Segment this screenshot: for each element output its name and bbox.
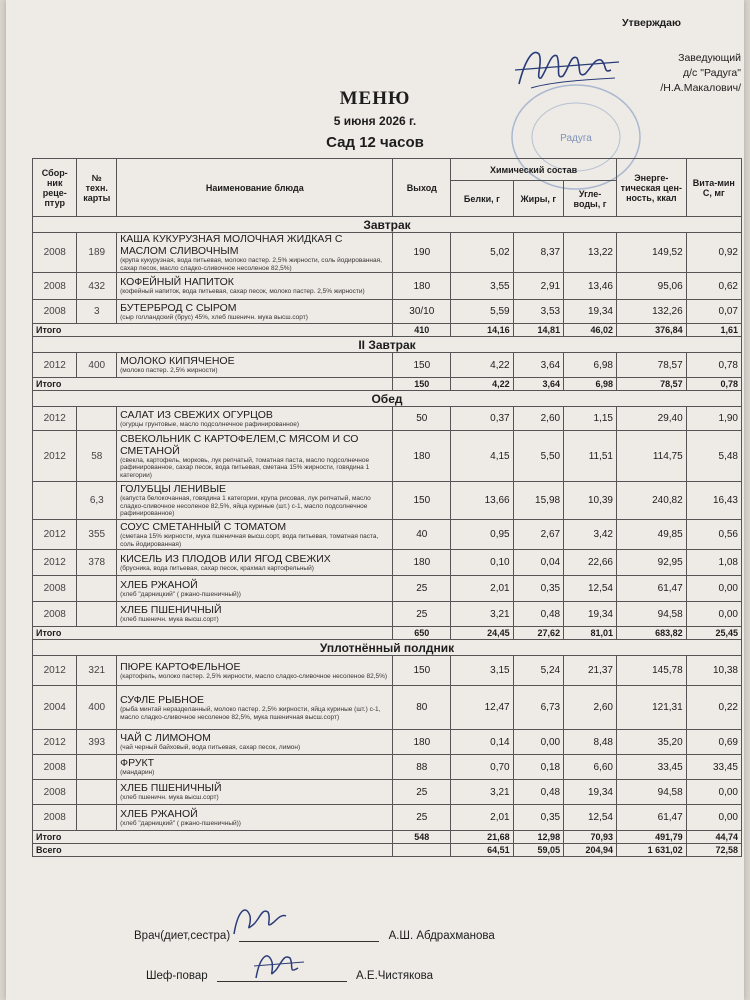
carbs-value: 13,22 xyxy=(564,233,617,273)
section-header xyxy=(33,391,742,407)
dish-name: ГОЛУБЦЫ ЛЕНИВЫЕ xyxy=(120,483,226,496)
dish-cell xyxy=(117,482,393,520)
vitamin-value: 33,45 xyxy=(686,755,741,780)
dish-composition: (капуста белокочанная, говядина 1 категории, крупа рисовая, лук репчатый, масло сладко-сливочное несоленое 82,5%, яйца куриные (шт.) с-1, масло подсолнечное рафинированное) xyxy=(120,495,371,518)
col-sbor: Сбор-ник реце-птур xyxy=(33,159,77,217)
grand-total-carbs: 204,94 xyxy=(564,844,617,857)
table-row xyxy=(33,407,742,431)
tech-card-number xyxy=(77,755,117,780)
dish-composition: (брусника, вода питьевая, сахар песок, крахмал картофельный) xyxy=(120,564,314,572)
col-vitamin: Вита-мин С, мг xyxy=(686,159,741,217)
dish-cell xyxy=(117,520,393,550)
protein-value: 3,55 xyxy=(451,273,513,300)
total-fat: 12,98 xyxy=(513,831,563,844)
table-row xyxy=(33,730,742,755)
section-title: II Завтрак xyxy=(33,337,742,353)
total-label: Итого xyxy=(33,831,393,844)
dish-composition: (сметана 15% жирности, мука пшеничная высш.сорт, вода питьевая, томатная паста, соль йодированная) xyxy=(120,533,379,548)
total-vitamin: 1,61 xyxy=(686,324,741,337)
energy-value: 78,57 xyxy=(616,353,686,378)
total-energy: 491,79 xyxy=(616,831,686,844)
protein-value: 2,01 xyxy=(451,576,513,602)
protein-value: 0,10 xyxy=(451,550,513,576)
tech-card-number: 400 xyxy=(77,353,117,378)
doctor-name: А.Ш. Абдрахманова xyxy=(388,930,495,942)
total-protein: 14,16 xyxy=(451,324,513,337)
energy-value: 49,85 xyxy=(616,520,686,550)
dish-cell xyxy=(117,730,393,755)
dish-name: ПЮРЕ КАРТОФЕЛЬНОЕ xyxy=(120,660,241,673)
dish-cell xyxy=(117,233,393,273)
fat-value: 6,73 xyxy=(513,686,563,730)
carbs-value: 19,34 xyxy=(564,780,617,805)
protein-value: 3,15 xyxy=(451,656,513,686)
menu-sheet xyxy=(6,0,744,1000)
grand-total-vitamin: 72,58 xyxy=(686,844,741,857)
output-value: 150 xyxy=(393,482,451,520)
energy-value: 33,45 xyxy=(616,755,686,780)
fat-value: 3,53 xyxy=(513,300,563,324)
carbs-value: 1,15 xyxy=(564,407,617,431)
table-row xyxy=(33,353,742,378)
protein-value: 0,37 xyxy=(451,407,513,431)
tech-card-number: 6,3 xyxy=(77,482,117,520)
tech-card-number xyxy=(77,407,117,431)
dish-composition: (рыба минтай неразделанный, молоко пастер. 2,5% жирности, яйца куриные (шт.) с-1, масло сладко-сливочное несоленое 82,5%, мука пшеничная высш.сорт) xyxy=(120,706,381,721)
dish-name: ХЛЕБ ПШЕНИЧНЫЙ xyxy=(120,782,222,795)
output-value: 50 xyxy=(393,407,451,431)
carbs-value: 22,66 xyxy=(564,550,617,576)
section-header xyxy=(33,337,742,353)
total-carbs: 6,98 xyxy=(564,378,617,391)
recipe-collection: 2008 xyxy=(33,300,77,324)
carbs-value: 13,46 xyxy=(564,273,617,300)
recipe-collection xyxy=(33,482,77,520)
dish-cell xyxy=(117,602,393,627)
table-row xyxy=(33,755,742,780)
page-title: МЕНЮ xyxy=(339,88,411,109)
vitamin-value: 16,43 xyxy=(686,482,741,520)
protein-value: 13,66 xyxy=(451,482,513,520)
carbs-value: 19,34 xyxy=(564,300,617,324)
vitamin-value: 1,90 xyxy=(686,407,741,431)
total-vitamin: 25,45 xyxy=(686,627,741,640)
output-value: 25 xyxy=(393,780,451,805)
energy-value: 145,78 xyxy=(616,656,686,686)
energy-value: 149,52 xyxy=(616,233,686,273)
section-header xyxy=(33,640,742,656)
doctor-signature xyxy=(228,900,288,940)
recipe-collection: 2008 xyxy=(33,273,77,300)
doctor-label: Врач(диет,сестра) xyxy=(134,930,231,942)
dish-cell xyxy=(117,780,393,805)
recipe-collection: 2008 xyxy=(33,233,77,273)
energy-value: 35,20 xyxy=(616,730,686,755)
protein-value: 4,22 xyxy=(451,353,513,378)
tech-card-number: 3 xyxy=(77,300,117,324)
vitamin-value: 0,00 xyxy=(686,602,741,627)
dish-name: КАША КУКУРУЗНАЯ МОЛОЧНАЯ ЖИДКАЯ С МАСЛОМ СЛИВОЧНЫМ xyxy=(120,233,343,257)
tech-card-number: 393 xyxy=(77,730,117,755)
dish-cell xyxy=(117,805,393,831)
dish-composition: (свекла, картофель, морковь, лук репчатый, томатная паста, масло подсолнечное рафинированное, сахар песок, вода питьевая, сметана 15% жирности, говядина 1 категории) xyxy=(120,456,370,479)
dish-name: СВЕКОЛЬНИК С КАРТОФЕЛЕМ,С МЯСОМ И СО СМЕТАНОЙ xyxy=(120,432,359,457)
dish-cell xyxy=(117,353,393,378)
tech-card-number: 432 xyxy=(77,273,117,300)
vitamin-value: 0,07 xyxy=(686,300,741,324)
carbs-value: 3,42 xyxy=(564,520,617,550)
vitamin-value: 10,38 xyxy=(686,656,741,686)
carbs-value: 11,51 xyxy=(564,431,617,482)
energy-value: 29,40 xyxy=(616,407,686,431)
energy-value: 95,06 xyxy=(616,273,686,300)
col-chem: Химический состав xyxy=(451,159,617,181)
table-row xyxy=(33,520,742,550)
chef-label: Шеф-повар xyxy=(146,970,208,982)
grand-total-protein: 64,51 xyxy=(451,844,513,857)
dish-composition: (хлеб "дарницкий" ( ржано-пшеничный)) xyxy=(120,819,241,827)
total-label: Итого xyxy=(33,324,393,337)
stamp-text: Радуга xyxy=(560,133,592,144)
output-value: 25 xyxy=(393,602,451,627)
approval-heading: Утверждаю xyxy=(621,17,681,29)
fat-value: 0,48 xyxy=(513,602,563,627)
recipe-collection: 2012 xyxy=(33,520,77,550)
fat-value: 0,48 xyxy=(513,780,563,805)
output-value: 180 xyxy=(393,273,451,300)
dish-cell xyxy=(117,576,393,602)
total-output: 650 xyxy=(393,627,451,640)
dish-name: ХЛЕБ РЖАНОЙ xyxy=(120,807,198,820)
output-value: 180 xyxy=(393,550,451,576)
dish-composition: (картофель, молоко пастер. 2,5% жирности, масло сладко-сливочное несоленое 82,5%) xyxy=(120,672,388,680)
recipe-collection: 2012 xyxy=(33,730,77,755)
menu-subtitle: Сад 12 часов xyxy=(326,134,424,151)
total-protein: 4,22 xyxy=(451,378,513,391)
vitamin-value: 0,00 xyxy=(686,805,741,831)
dish-composition: (сыр голландский (брус) 45%, хлеб пшеничн. мука высш.сорт) xyxy=(120,313,308,321)
dish-name: ХЛЕБ РЖАНОЙ xyxy=(120,578,198,591)
tech-card-number: 378 xyxy=(77,550,117,576)
tech-card-number: 355 xyxy=(77,520,117,550)
protein-value: 2,01 xyxy=(451,805,513,831)
tech-card-number: 321 xyxy=(77,656,117,686)
total-carbs: 81,01 xyxy=(564,627,617,640)
col-dish-name: Наименование блюда xyxy=(117,159,393,217)
menu-table xyxy=(32,158,742,857)
grand-total-output xyxy=(393,844,451,857)
table-row xyxy=(33,273,742,300)
fat-value: 0,35 xyxy=(513,805,563,831)
grand-total-label: Всего xyxy=(33,844,393,857)
fat-value: 8,37 xyxy=(513,233,563,273)
table-row xyxy=(33,550,742,576)
carbs-value: 6,60 xyxy=(564,755,617,780)
total-label: Итого xyxy=(33,627,393,640)
energy-value: 92,95 xyxy=(616,550,686,576)
total-carbs: 46,02 xyxy=(564,324,617,337)
table-row xyxy=(33,656,742,686)
carbs-value: 21,37 xyxy=(564,656,617,686)
carbs-value: 19,34 xyxy=(564,602,617,627)
grand-total-row xyxy=(33,844,742,857)
dish-name: КИСЕЛЬ ИЗ ПЛОДОВ ИЛИ ЯГОД СВЕЖИХ xyxy=(120,552,331,565)
dish-composition: (огурцы грунтовые, масло подсолнечное рафинированное) xyxy=(120,420,300,428)
recipe-collection: 2012 xyxy=(33,656,77,686)
vitamin-value: 0,56 xyxy=(686,520,741,550)
total-fat: 14,81 xyxy=(513,324,563,337)
fat-value: 2,91 xyxy=(513,273,563,300)
section-total-row xyxy=(33,627,742,640)
carbs-value: 12,54 xyxy=(564,805,617,831)
col-output: Выход xyxy=(393,159,451,217)
vitamin-value: 0,00 xyxy=(686,576,741,602)
total-output: 150 xyxy=(393,378,451,391)
dish-cell xyxy=(117,273,393,300)
dish-cell xyxy=(117,407,393,431)
col-fat: Жиры, г xyxy=(513,181,563,217)
table-row xyxy=(33,602,742,627)
table-row xyxy=(33,805,742,831)
carbs-value: 12,54 xyxy=(564,576,617,602)
fat-value: 0,00 xyxy=(513,730,563,755)
total-output: 548 xyxy=(393,831,451,844)
fat-value: 0,35 xyxy=(513,576,563,602)
total-label: Итого xyxy=(33,378,393,391)
dish-name: СОУС СМЕТАННЫЙ С ТОМАТОМ xyxy=(120,521,287,533)
table-row xyxy=(33,780,742,805)
fat-value: 3,64 xyxy=(513,353,563,378)
total-protein: 24,45 xyxy=(451,627,513,640)
col-tech-card: № техн. карты xyxy=(77,159,117,217)
fat-value: 2,60 xyxy=(513,407,563,431)
table-row xyxy=(33,300,742,324)
dish-name: ЧАЙ С ЛИМОНОМ xyxy=(120,732,211,745)
output-value: 150 xyxy=(393,656,451,686)
chef-signature xyxy=(248,944,308,984)
recipe-collection: 2012 xyxy=(33,407,77,431)
grand-total-energy: 1 631,02 xyxy=(616,844,686,857)
protein-value: 12,47 xyxy=(451,686,513,730)
recipe-collection: 2008 xyxy=(33,755,77,780)
vitamin-value: 0,62 xyxy=(686,273,741,300)
dish-composition: (кофейный напиток, вода питьевая, сахар песок, молоко пастер. 2,5% жирности) xyxy=(120,288,365,296)
total-vitamin: 44,74 xyxy=(686,831,741,844)
section-title: Обед xyxy=(33,391,742,407)
fat-value: 0,18 xyxy=(513,755,563,780)
vitamin-value: 0,69 xyxy=(686,730,741,755)
doctor-signature-line xyxy=(134,927,495,942)
fat-value: 5,24 xyxy=(513,656,563,686)
energy-value: 240,82 xyxy=(616,482,686,520)
section-total-row xyxy=(33,324,742,337)
section-total-row xyxy=(33,831,742,844)
tech-card-number xyxy=(77,576,117,602)
section-header xyxy=(33,217,742,233)
dish-composition: (крупа кукурузная, вода питьевая, молоко пастер. 2,5% жирности, соль йодированная, сахар песок, масло сладко-сливочное несоленое 82,5%) xyxy=(120,257,382,272)
output-value: 88 xyxy=(393,755,451,780)
protein-value: 3,21 xyxy=(451,780,513,805)
dish-composition: (хлеб пшеничн. мука высш.сорт) xyxy=(120,794,219,802)
total-energy: 78,57 xyxy=(616,378,686,391)
energy-value: 94,58 xyxy=(616,602,686,627)
tech-card-number: 58 xyxy=(77,431,117,482)
protein-value: 5,02 xyxy=(451,233,513,273)
approval-org: д/с "Радуга" xyxy=(683,67,741,79)
recipe-collection: 2012 xyxy=(33,353,77,378)
output-value: 25 xyxy=(393,576,451,602)
section-total-row xyxy=(33,378,742,391)
col-carbs: Угле-воды, г xyxy=(564,181,617,217)
protein-value: 0,70 xyxy=(451,755,513,780)
dish-cell xyxy=(117,755,393,780)
carbs-value: 10,39 xyxy=(564,482,617,520)
dish-cell xyxy=(117,656,393,686)
dish-name: БУТЕРБРОД С СЫРОМ xyxy=(120,301,237,314)
tech-card-number: 400 xyxy=(77,686,117,730)
protein-value: 0,95 xyxy=(451,520,513,550)
dish-name: МОЛОКО КИПЯЧЕНОЕ xyxy=(120,355,235,368)
dish-cell xyxy=(117,300,393,324)
dish-composition: (хлеб пшеничн. мука высш.сорт) xyxy=(120,616,219,624)
tech-card-number xyxy=(77,602,117,627)
total-energy: 376,84 xyxy=(616,324,686,337)
table-row xyxy=(33,686,742,730)
carbs-value: 8,48 xyxy=(564,730,617,755)
chef-name: А.Е.Чистякова xyxy=(356,970,434,982)
vitamin-value: 1,08 xyxy=(686,550,741,576)
tech-card-number xyxy=(77,780,117,805)
total-vitamin: 0,78 xyxy=(686,378,741,391)
table-row xyxy=(33,233,742,273)
energy-value: 114,75 xyxy=(616,431,686,482)
recipe-collection: 2012 xyxy=(33,550,77,576)
dish-name: ХЛЕБ ПШЕНИЧНЫЙ xyxy=(120,604,222,617)
dish-cell xyxy=(117,431,393,482)
dish-name: СУФЛЕ РЫБНОЕ xyxy=(120,694,205,706)
total-energy: 683,82 xyxy=(616,627,686,640)
vitamin-value: 0,22 xyxy=(686,686,741,730)
tech-card-number xyxy=(77,805,117,831)
recipe-collection: 2004 xyxy=(33,686,77,730)
recipe-collection: 2008 xyxy=(33,805,77,831)
energy-value: 94,58 xyxy=(616,780,686,805)
output-value: 150 xyxy=(393,353,451,378)
col-energy: Энерге-тическая цен-ность, ккал xyxy=(616,159,686,217)
output-value: 190 xyxy=(393,233,451,273)
fat-value: 0,04 xyxy=(513,550,563,576)
energy-value: 61,47 xyxy=(616,576,686,602)
protein-value: 5,59 xyxy=(451,300,513,324)
output-value: 180 xyxy=(393,730,451,755)
energy-value: 132,26 xyxy=(616,300,686,324)
total-fat: 27,62 xyxy=(513,627,563,640)
recipe-collection: 2008 xyxy=(33,576,77,602)
dish-name: ФРУКТ xyxy=(120,757,155,770)
output-value: 40 xyxy=(393,520,451,550)
vitamin-value: 5,48 xyxy=(686,431,741,482)
col-protein: Белки, г xyxy=(451,181,513,217)
dish-cell xyxy=(117,686,393,730)
protein-value: 3,21 xyxy=(451,602,513,627)
output-value: 25 xyxy=(393,805,451,831)
protein-value: 0,14 xyxy=(451,730,513,755)
dish-composition: (молоко пастер. 2,5% жирности) xyxy=(120,367,218,375)
approval-position: Заведующий xyxy=(678,52,741,64)
dish-composition: (чай черный байховый, вода питьевая, сахар песок, лимон) xyxy=(120,744,301,752)
total-carbs: 70,93 xyxy=(564,831,617,844)
recipe-collection: 2008 xyxy=(33,602,77,627)
section-title: Уплотнённый полдник xyxy=(33,640,742,656)
dish-composition: (хлеб "дарницкий" ( ржано-пшеничный)) xyxy=(120,590,241,598)
vitamin-value: 0,00 xyxy=(686,780,741,805)
vitamin-value: 0,78 xyxy=(686,353,741,378)
vitamin-value: 0,92 xyxy=(686,233,741,273)
total-output: 410 xyxy=(393,324,451,337)
dish-name: САЛАТ ИЗ СВЕЖИХ ОГУРЦОВ xyxy=(120,408,273,421)
protein-value: 4,15 xyxy=(451,431,513,482)
output-value: 30/10 xyxy=(393,300,451,324)
recipe-collection: 2012 xyxy=(33,431,77,482)
carbs-value: 6,98 xyxy=(564,353,617,378)
fat-value: 5,50 xyxy=(513,431,563,482)
table-row xyxy=(33,482,742,520)
table-row xyxy=(33,431,742,482)
energy-value: 121,31 xyxy=(616,686,686,730)
dish-cell xyxy=(117,550,393,576)
output-value: 180 xyxy=(393,431,451,482)
table-row xyxy=(33,576,742,602)
tech-card-number: 189 xyxy=(77,233,117,273)
fat-value: 2,67 xyxy=(513,520,563,550)
total-protein: 21,68 xyxy=(451,831,513,844)
section-title: Завтрак xyxy=(33,217,742,233)
director-signature xyxy=(511,40,621,92)
grand-total-fat: 59,05 xyxy=(513,844,563,857)
dish-composition: (мандарин) xyxy=(120,769,155,777)
recipe-collection: 2008 xyxy=(33,780,77,805)
fat-value: 15,98 xyxy=(513,482,563,520)
dish-name: КОФЕЙНЫЙ НАПИТОК xyxy=(120,276,234,289)
carbs-value: 2,60 xyxy=(564,686,617,730)
output-value: 80 xyxy=(393,686,451,730)
energy-value: 61,47 xyxy=(616,805,686,831)
menu-date: 5 июня 2026 г. xyxy=(333,114,417,128)
approval-name: /Н.А.Макалович/ xyxy=(660,82,741,94)
total-fat: 3,64 xyxy=(513,378,563,391)
